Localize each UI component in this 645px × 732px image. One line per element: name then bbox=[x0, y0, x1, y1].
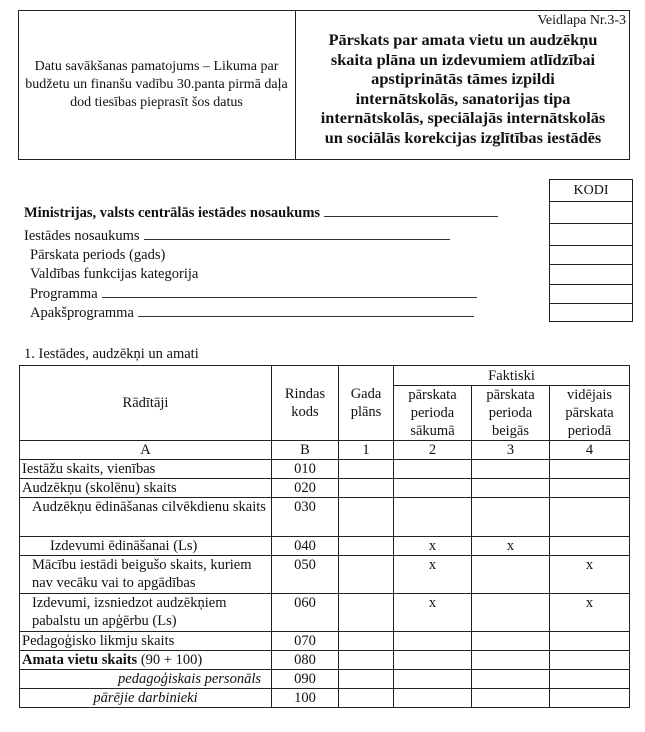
table-row bbox=[20, 670, 630, 689]
program-field bbox=[30, 285, 477, 304]
row-label: pedagoģiskais personāls bbox=[20, 670, 272, 689]
row-label: Izdevumi, izsniedzot audzēkņiem pabalstu un apģērbu (Ls) bbox=[20, 594, 272, 632]
form-title-line: skaita plāna un izdevumiem atlīdzībai bbox=[330, 49, 596, 69]
institution-input-line[interactable] bbox=[144, 238, 450, 240]
cell-end[interactable] bbox=[472, 689, 550, 708]
cell-end[interactable] bbox=[472, 498, 550, 537]
row-label bbox=[20, 651, 272, 670]
code-cell-subprogram[interactable] bbox=[550, 304, 632, 321]
cell-average[interactable]: x bbox=[550, 556, 630, 594]
cell-average[interactable] bbox=[550, 670, 630, 689]
table-row bbox=[20, 556, 630, 594]
col-header-period-end: pārskata perioda beigās bbox=[472, 386, 550, 441]
row-label: Iestāžu skaits, vienības bbox=[20, 460, 272, 479]
function-category-label: Valdības funkcijas kategorija bbox=[30, 266, 199, 282]
cell-end[interactable] bbox=[472, 670, 550, 689]
cell-average[interactable] bbox=[550, 689, 630, 708]
cell-plan[interactable] bbox=[339, 537, 394, 556]
program-input-line[interactable] bbox=[102, 296, 477, 298]
form-title-line: Pārskats par amata vietu un audzēkņu bbox=[328, 30, 598, 49]
codes-box bbox=[549, 179, 633, 322]
row-code: 040 bbox=[272, 537, 339, 556]
section-title: 1. Iestādes, audzēkņi un amati bbox=[24, 346, 199, 362]
table-header-row bbox=[20, 366, 630, 386]
cell-average[interactable] bbox=[550, 632, 630, 651]
col-letter: B bbox=[272, 441, 339, 460]
row-label: Pedagoģisko likmju skaits bbox=[20, 632, 272, 651]
cell-average[interactable] bbox=[550, 479, 630, 498]
row-label: Izdevumi ēdināšanai (Ls) bbox=[20, 537, 272, 556]
table-row bbox=[20, 689, 630, 708]
program-label: Programma bbox=[30, 286, 98, 302]
form-number: Veidlapa Nr.3-3 bbox=[537, 13, 626, 28]
row-code: 050 bbox=[272, 556, 339, 594]
code-cell-ministry[interactable] bbox=[550, 202, 632, 224]
cell-plan[interactable] bbox=[339, 556, 394, 594]
cell-plan[interactable] bbox=[339, 594, 394, 632]
cell-start[interactable]: x bbox=[394, 537, 472, 556]
col-letter: 1 bbox=[339, 441, 394, 460]
legal-basis-note bbox=[18, 10, 296, 160]
table-row bbox=[20, 479, 630, 498]
period-field bbox=[30, 246, 165, 265]
cell-end[interactable] bbox=[472, 479, 550, 498]
codes-header: KODI bbox=[550, 180, 632, 202]
cell-end[interactable] bbox=[472, 460, 550, 479]
form-title bbox=[300, 30, 626, 147]
col-letter: A bbox=[20, 441, 272, 460]
column-letters-row bbox=[20, 441, 630, 460]
code-cell-period[interactable] bbox=[550, 246, 632, 265]
ministry-input-line[interactable] bbox=[324, 215, 498, 217]
code-cell-program[interactable] bbox=[550, 285, 632, 304]
code-cell-institution[interactable] bbox=[550, 224, 632, 246]
cell-average[interactable] bbox=[550, 537, 630, 556]
subprogram-label: Apakšprogramma bbox=[30, 305, 134, 321]
col-letter: 2 bbox=[394, 441, 472, 460]
cell-start[interactable] bbox=[394, 689, 472, 708]
form-title-line: un sociālās korekcijas izglītības iestādēs bbox=[324, 127, 602, 147]
row-label-main: Amata vietu skaits bbox=[22, 652, 138, 668]
cell-average[interactable] bbox=[550, 651, 630, 670]
col-header-row-code: Rindas kods bbox=[272, 366, 339, 441]
subprogram-input-line[interactable] bbox=[138, 315, 474, 317]
cell-start[interactable]: x bbox=[394, 594, 472, 632]
col-header-period-start: pārskata perioda sākumā bbox=[394, 386, 472, 441]
form-title-block bbox=[296, 10, 630, 160]
cell-plan[interactable] bbox=[339, 689, 394, 708]
cell-end[interactable] bbox=[472, 651, 550, 670]
col-header-actual: Faktiski bbox=[394, 366, 630, 386]
row-code: 030 bbox=[272, 498, 339, 537]
col-letter: 3 bbox=[472, 441, 550, 460]
row-label: Audzēkņu (skolēnu) skaits bbox=[20, 479, 272, 498]
row-code: 080 bbox=[272, 651, 339, 670]
cell-start[interactable] bbox=[394, 498, 472, 537]
table-row bbox=[20, 632, 630, 651]
row-code: 060 bbox=[272, 594, 339, 632]
period-label: Pārskata periods (gads) bbox=[30, 247, 166, 263]
institution-field bbox=[24, 227, 450, 246]
cell-start[interactable] bbox=[394, 632, 472, 651]
table-row bbox=[20, 537, 630, 556]
ministry-field bbox=[24, 204, 498, 223]
row-code: 020 bbox=[272, 479, 339, 498]
col-header-indicators: Rādītāji bbox=[20, 366, 272, 441]
ministry-label: Ministrijas, valsts centrālās iestādes nosaukums bbox=[24, 205, 321, 221]
cell-start[interactable] bbox=[394, 670, 472, 689]
row-label: pārējie darbinieki bbox=[20, 689, 272, 708]
cell-start[interactable]: x bbox=[394, 556, 472, 594]
row-label-suffix: (90 + 100) bbox=[137, 652, 203, 668]
indicators-table bbox=[19, 365, 630, 708]
cell-plan[interactable] bbox=[339, 479, 394, 498]
row-code: 070 bbox=[272, 632, 339, 651]
cell-start[interactable] bbox=[394, 651, 472, 670]
function-category-field bbox=[30, 265, 198, 284]
form-title-line: apstiprinātās tāmes izpildi bbox=[371, 69, 555, 88]
code-cell-function-category[interactable] bbox=[550, 265, 632, 285]
cell-end[interactable] bbox=[472, 594, 550, 632]
cell-plan[interactable] bbox=[339, 632, 394, 651]
form-title-line: internātskolās, sanatorijas tipa bbox=[355, 88, 571, 108]
cell-end[interactable] bbox=[472, 632, 550, 651]
cell-start[interactable] bbox=[394, 460, 472, 479]
cell-plan[interactable] bbox=[339, 670, 394, 689]
cell-plan[interactable] bbox=[339, 498, 394, 537]
institution-label: Iestādes nosaukums bbox=[24, 228, 140, 244]
row-label: Audzēkņu ēdināšanas cilvēkdienu skaits bbox=[20, 498, 272, 537]
row-code: 010 bbox=[272, 460, 339, 479]
subprogram-field bbox=[30, 304, 474, 323]
row-code: 090 bbox=[272, 670, 339, 689]
col-header-annual-plan: Gada plāns bbox=[339, 366, 394, 441]
cell-average[interactable] bbox=[550, 460, 630, 479]
col-letter: 4 bbox=[550, 441, 630, 460]
row-label: Mācību iestādi beigušo skaits, kuriem nav vecāku vai to apgādības bbox=[20, 556, 272, 594]
cell-plan[interactable] bbox=[339, 651, 394, 670]
table-row bbox=[20, 651, 630, 670]
cell-end[interactable] bbox=[472, 556, 550, 594]
cell-end[interactable]: x bbox=[472, 537, 550, 556]
cell-average[interactable] bbox=[550, 498, 630, 537]
col-header-period-average: vidējais pārskata periodā bbox=[550, 386, 630, 441]
table-row bbox=[20, 594, 630, 632]
cell-plan[interactable] bbox=[339, 460, 394, 479]
form-title-line: internātskolās, speciālajās internātskolās bbox=[320, 108, 606, 127]
cell-start[interactable] bbox=[394, 479, 472, 498]
cell-average[interactable]: x bbox=[550, 594, 630, 632]
legal-basis-text: Datu savākšanas pamatojums – Likuma par budžetu un finanšu vadību 30.panta pirmā daļa dod tiesības pieprasīt šos datus bbox=[25, 59, 288, 110]
table-row bbox=[20, 460, 630, 479]
row-code: 100 bbox=[272, 689, 339, 708]
table-row bbox=[20, 498, 630, 537]
